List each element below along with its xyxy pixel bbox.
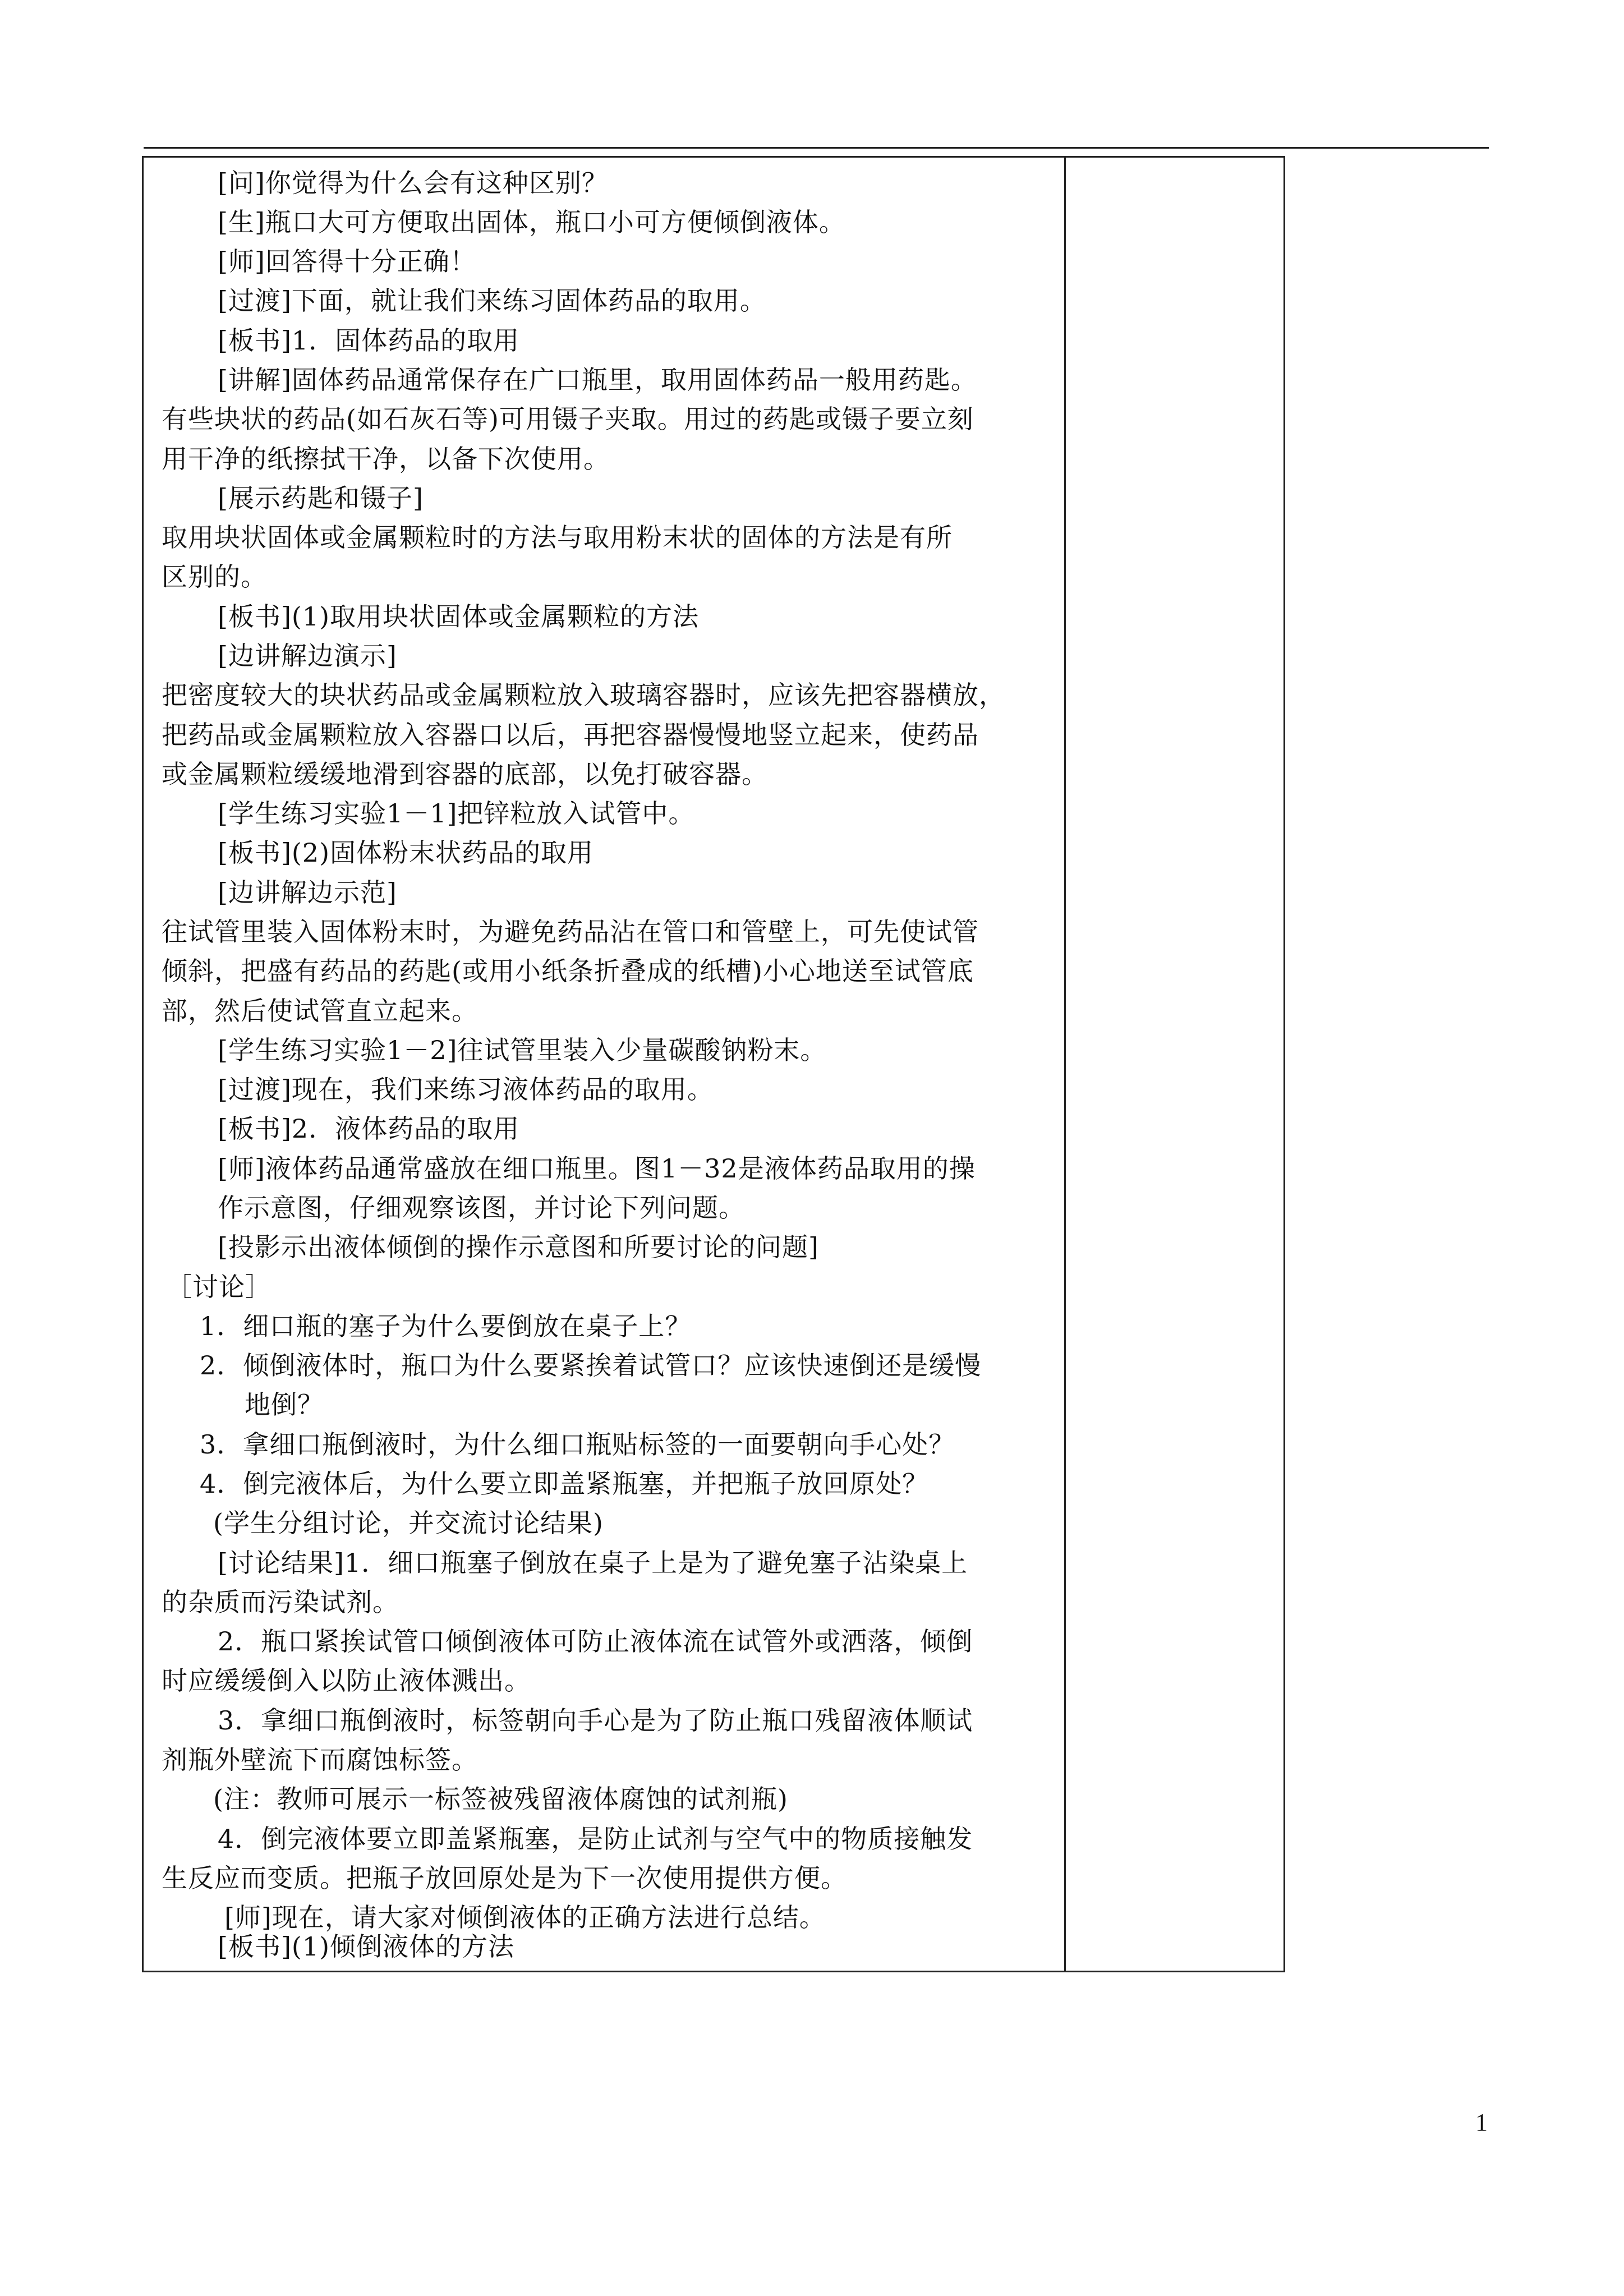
text-line: 取用块状固体或金属颗粒时的方法与取用粉末状的固体的方法是有所 [162,522,953,553]
text-line: 部，然后使试管直立起来。 [162,996,478,1026]
text-line: [生]瓶口大可方便取出固体，瓶口小可方便倾倒液体。 [218,207,845,237]
text-line: [板书]2．液体药品的取用 [218,1114,520,1144]
text-line: [师]回答得十分正确！ [218,246,476,277]
text-line: [边讲解边演示] [218,641,397,671]
text-line: ［讨论］ [166,1272,272,1302]
text-line: 2．瓶口紧挨试管口倾倒液体可防止液体流在试管外或洒落，倾倒 [218,1626,973,1657]
text-line: 作示意图，仔细观察该图，并讨论下列问题。 [218,1193,745,1223]
text-line: [板书]1．固体药品的取用 [218,325,520,356]
text-line: [板书](2)固体粉末状药品的取用 [218,838,594,868]
text-line: [讲解]固体药品通常保存在广口瓶里，取用固体药品一般用药匙。 [218,365,977,395]
text-line: 的杂质而污染试剂。 [162,1587,399,1617]
text-line: (注：教师可展示一标签被残留液体腐蚀的试剂瓶) [213,1784,788,1814]
text-line: [板书](1)倾倒液体的方法 [218,1931,515,1962]
text-line: [学生练习实验1－2]往试管里装入少量碳酸钠粉末。 [218,1035,827,1065]
page-number: 1 [1475,2109,1488,2136]
text-line: 2．倾倒液体时，瓶口为什么要紧挨着试管口？应该快速倒还是缓慢 [200,1350,982,1381]
text-line: 4．倒完液体后，为什么要立即盖紧瓶塞，并把瓶子放回原处？ [200,1469,929,1499]
text-line: 3．拿细口瓶倒液时，为什么细口瓶贴标签的一面要朝向手心处？ [200,1429,955,1460]
text-line: 生反应而变质。把瓶子放回原处是为下一次使用提供方便。 [162,1863,847,1893]
text-line: 往试管里装入固体粉末时，为避免药品沾在管口和管壁上，可先使试管 [162,917,979,947]
header-rule [144,147,1489,149]
text-line: 时应缓缓倒入以防止液体溅出。 [162,1665,531,1696]
text-line: 把药品或金属颗粒放入容器口以后，再把容器慢慢地竖立起来，使药品 [162,720,979,750]
text-line: 有些块状的药品(如石灰石等)可用镊子夹取。用过的药匙或镊子要立刻 [162,404,974,434]
text-line: 地倒？ [245,1389,324,1420]
text-line: 区别的。 [162,562,267,592]
text-line: [过渡]现在，我们来练习液体药品的取用。 [218,1074,714,1105]
text-line: [过渡]下面，就让我们来练习固体药品的取用。 [218,286,766,316]
lesson-table [142,156,1285,1972]
text-line: [师]现在，请大家对倾倒液体的正确方法进行总结。 [224,1902,826,1932]
text-line: (学生分组讨论，并交流讨论结果) [213,1508,604,1538]
notes-cell [1066,158,1283,1971]
text-line: [板书](1)取用块状固体或金属颗粒的方法 [218,601,700,632]
text-line: [学生练习实验1－1]把锌粒放入试管中。 [218,798,695,829]
lesson-content-cell [144,158,1064,1971]
text-line: [投影示出液体倾倒的操作示意图和所要讨论的问题] [218,1232,819,1262]
text-line: 倾斜，把盛有药品的药匙(或用小纸条折叠成的纸槽)小心地送至试管底 [162,956,974,986]
text-line: 4．倒完液体要立即盖紧瓶塞，是防止试剂与空气中的物质接触发 [218,1824,973,1854]
text-line: 3．拿细口瓶倒液时，标签朝向手心是为了防止瓶口残留液体顺试 [218,1705,973,1736]
text-line: [边讲解边示范] [218,877,397,908]
text-line: [师]液体药品通常盛放在细口瓶里。图1－32是液体药品取用的操 [218,1153,976,1184]
text-line: 把密度较大的块状药品或金属颗粒放入玻璃容器时，应该先把容器横放， [162,680,1005,710]
text-line: 1．细口瓶的塞子为什么要倒放在桌子上？ [200,1311,692,1341]
text-line: [问]你觉得为什么会有这种区别？ [218,168,608,198]
text-line: 剂瓶外壁流下而腐蚀标签。 [162,1745,478,1775]
text-line: [展示药匙和镊子] [218,483,424,513]
text-line: 或金属颗粒缓缓地滑到容器的底部，以免打破容器。 [162,759,768,789]
text-line: [讨论结果]1．细口瓶塞子倒放在桌子上是为了避免塞子沾染桌上 [218,1548,968,1578]
text-line: 用干净的纸擦拭干净，以备下次使用。 [162,444,610,474]
